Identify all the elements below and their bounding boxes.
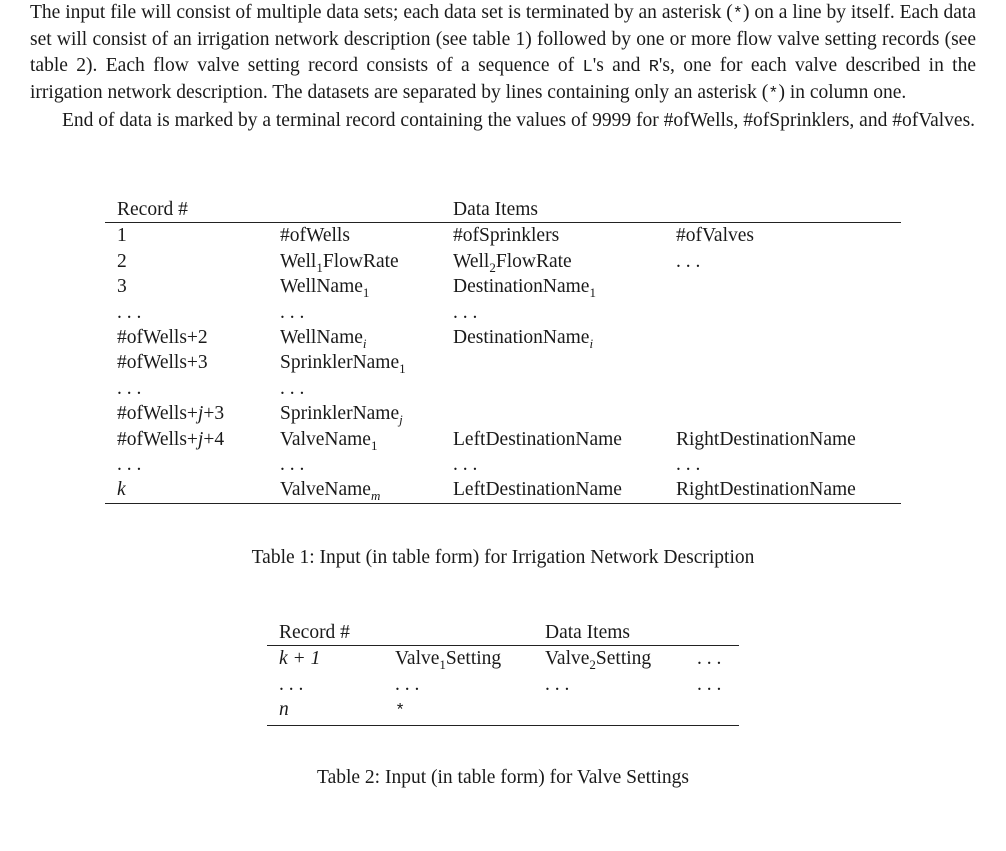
cell: #ofWells bbox=[280, 225, 350, 247]
paragraph-input-format bbox=[30, 0, 976, 108]
cell: . . . bbox=[697, 673, 722, 695]
cell: . . . bbox=[280, 377, 305, 399]
cell: Valve$_2$Setting bbox=[545, 648, 652, 673]
cell: LeftDestinationName bbox=[453, 428, 622, 450]
cell: n bbox=[267, 697, 383, 725]
cell: RightDestinationName bbox=[676, 428, 856, 450]
cell: 3 bbox=[117, 276, 127, 298]
header-data-items: Data Items bbox=[441, 197, 664, 223]
text-run: 's and bbox=[592, 54, 649, 76]
table-row bbox=[105, 300, 901, 325]
header-record: Record # bbox=[105, 197, 268, 223]
cell: #ofWells+j+3 bbox=[117, 403, 225, 425]
body-text bbox=[30, 0, 976, 133]
table-header-row bbox=[105, 197, 901, 223]
cell: ValveName$_1$ bbox=[280, 428, 378, 453]
cell: . . . bbox=[280, 454, 305, 476]
table-row bbox=[105, 477, 901, 503]
cell: . . . bbox=[280, 301, 305, 323]
cell: DestinationName$_i$ bbox=[453, 327, 594, 351]
cell: WellName$_1$ bbox=[280, 276, 370, 301]
cell: . . . bbox=[117, 454, 142, 476]
r-code: R bbox=[648, 57, 659, 77]
cell: Well$_1$FlowRate bbox=[280, 250, 399, 275]
table1-caption: Table 1: Input (in table form) for Irrigation Network Description bbox=[251, 547, 755, 568]
table-irrigation-network bbox=[105, 197, 901, 504]
cell: . . . bbox=[676, 250, 701, 272]
paragraph-end-of-data: End of data is marked by a terminal record containing the values of 9999 for #ofWells, #ofSprinklers, and #ofValves. bbox=[62, 109, 976, 131]
cell: #ofWells+2 bbox=[117, 327, 208, 349]
table-row bbox=[105, 350, 901, 375]
cell: RightDestinationName bbox=[664, 477, 901, 503]
cell: . . . bbox=[395, 673, 420, 695]
table-row bbox=[105, 249, 901, 274]
table2-caption: Table 2: Input (in table form) for Valve Settings bbox=[317, 767, 689, 788]
cell: #ofWells+3 bbox=[117, 352, 208, 374]
table-row bbox=[267, 697, 739, 725]
cell: . . . bbox=[697, 648, 722, 670]
cell: . . . bbox=[117, 301, 142, 323]
cell: . . . bbox=[453, 454, 478, 476]
cell: DestinationName$_1$ bbox=[453, 276, 596, 301]
table-row bbox=[105, 325, 901, 350]
cell: Well$_2$FlowRate bbox=[453, 250, 572, 275]
text-run: ) on a line by itself. Each data set will consist of an irrigation network description (see table 1) followed by one or more flow valve setting records (see table 2). Each flow valve setting record consists of a sequence of bbox=[30, 2, 976, 76]
text-run: 's, one for each valve described in the irrigation network description. The datasets are separated by lines containing only an asterisk ( bbox=[30, 54, 977, 104]
table-row bbox=[105, 452, 901, 477]
cell: LeftDestinationName bbox=[441, 477, 664, 503]
cell: . . . bbox=[545, 673, 570, 695]
table-row bbox=[267, 672, 739, 697]
cell: 2 bbox=[117, 250, 127, 272]
cell: * bbox=[383, 697, 533, 725]
cell: #ofValves bbox=[676, 225, 754, 247]
cell: SprinklerName$_j$ bbox=[280, 403, 403, 428]
cell: 1 bbox=[117, 225, 127, 247]
cell: . . . bbox=[279, 673, 304, 695]
asterisk-code: * bbox=[732, 5, 743, 24]
text-run: The input file will consist of multiple data sets; each data set is terminated by an asterisk ( bbox=[30, 2, 733, 23]
table-row bbox=[105, 427, 901, 452]
cell: . . . bbox=[453, 301, 478, 323]
cell: #ofSprinklers bbox=[453, 225, 560, 247]
l-code: L bbox=[582, 57, 593, 77]
cell: SprinklerName$_1$ bbox=[280, 352, 406, 377]
cell: . . . bbox=[676, 454, 701, 476]
table-row bbox=[105, 401, 901, 426]
cell: #ofWells+j+4 bbox=[117, 428, 225, 450]
header-data-items: Data Items bbox=[533, 620, 685, 646]
table-row bbox=[105, 274, 901, 299]
cell: k + 1 bbox=[279, 648, 321, 670]
table-header-row bbox=[267, 620, 739, 646]
cell: k bbox=[105, 477, 268, 503]
cell: WellName$_i$ bbox=[280, 327, 367, 351]
cell: Valve$_1$Setting bbox=[395, 648, 502, 673]
cell: . . . bbox=[117, 377, 142, 399]
header-record: Record # bbox=[267, 620, 383, 646]
table-row bbox=[105, 376, 901, 401]
table-valve-settings bbox=[267, 620, 739, 726]
text-run: ) in column one. bbox=[778, 82, 907, 104]
cell: ValveName$_m$ bbox=[268, 477, 441, 503]
table-row bbox=[267, 646, 739, 672]
table-row bbox=[105, 223, 901, 249]
asterisk-code: * bbox=[768, 85, 779, 105]
